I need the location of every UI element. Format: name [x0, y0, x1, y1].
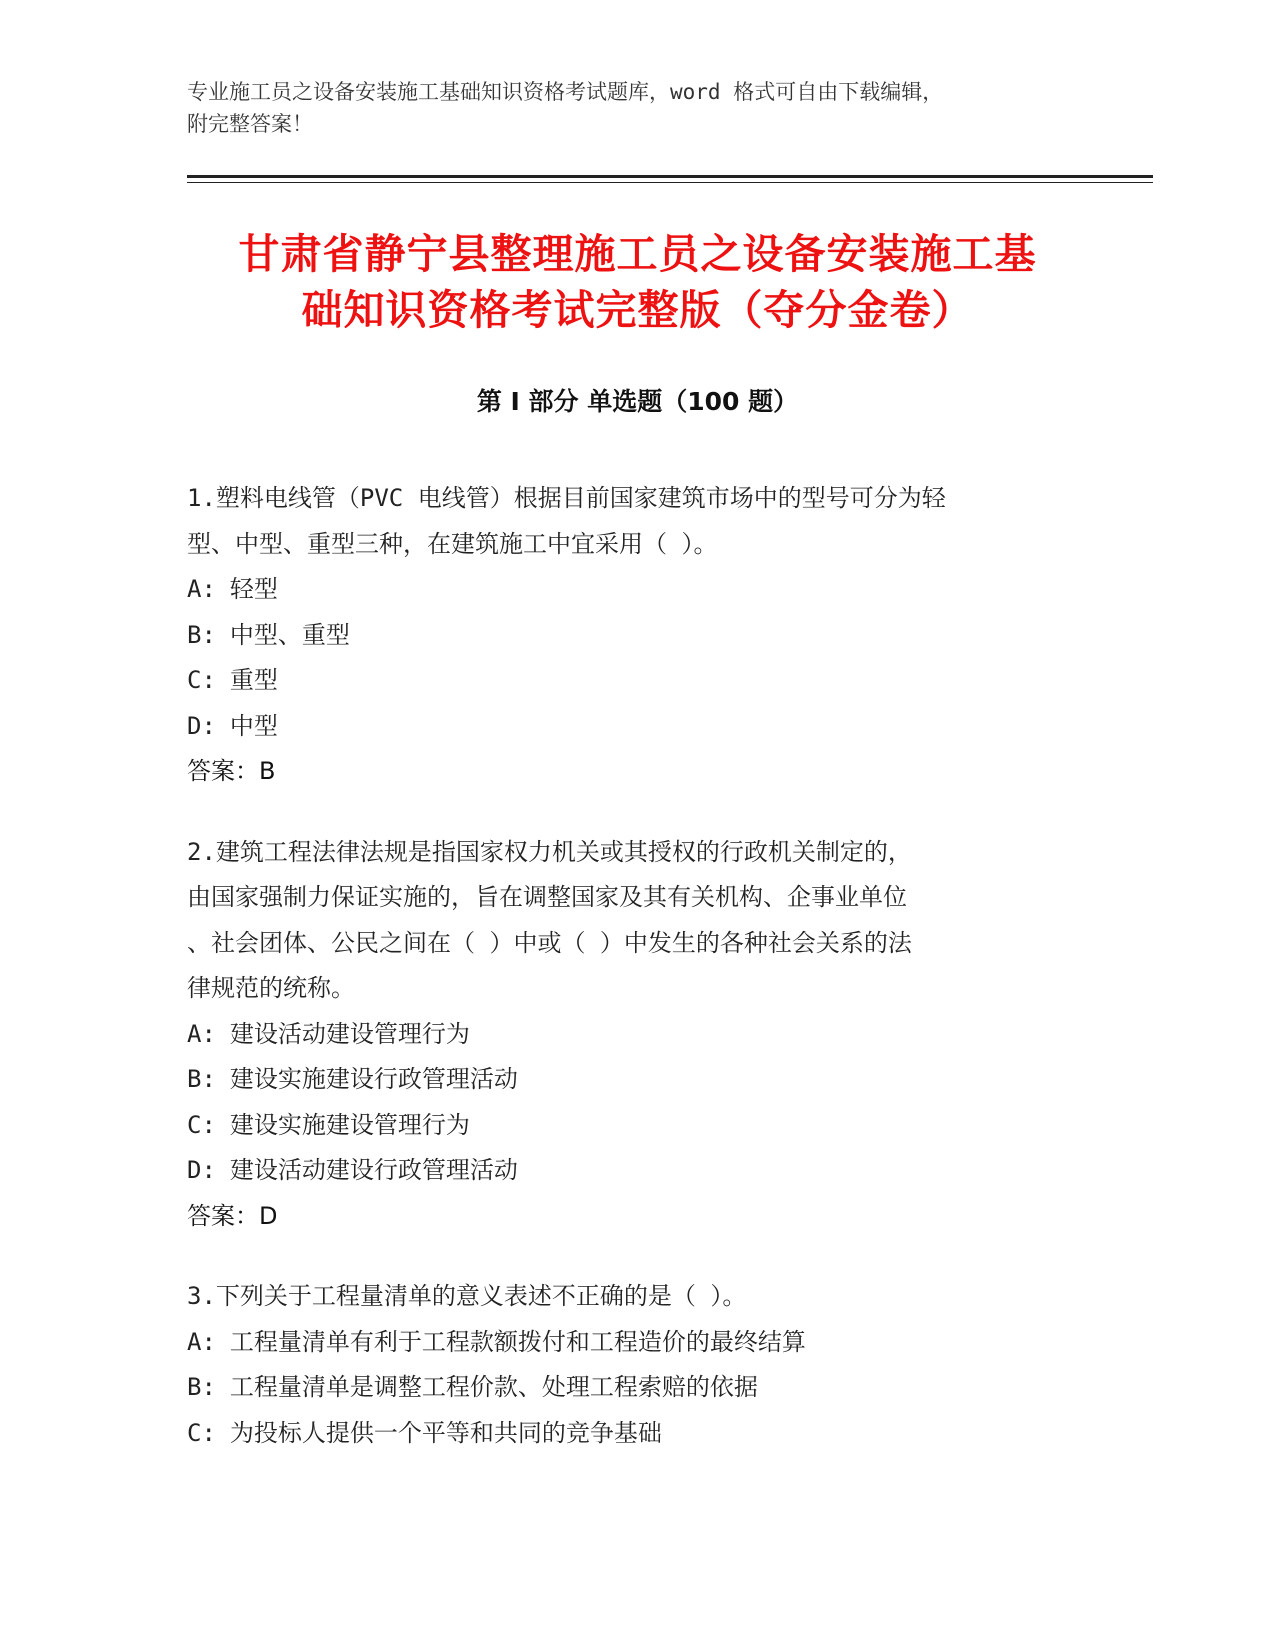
question-list — [187, 476, 1087, 1491]
option-c — [187, 1411, 1087, 1457]
option-label: A: — [187, 575, 216, 603]
option-label: A: — [187, 1327, 216, 1356]
option-c — [187, 1103, 1087, 1149]
document-title-line: 甘肃省静宁县整理施工员之设备安装施工基 — [238, 230, 1037, 278]
option-text: 工程量清单有利于工程款额拨付和工程造价的最终结算 — [229, 1327, 806, 1356]
option-label: A: — [187, 1019, 216, 1048]
option-text: 中型、重型 — [229, 620, 350, 649]
option-text: 建设活动建设行政管理活动 — [229, 1156, 518, 1184]
option-a — [187, 1320, 1087, 1366]
question-item — [187, 1274, 1087, 1456]
option-d — [187, 704, 1087, 750]
question-stem-line: 、社会团体、公民之间在（ ）中或（ ）中发生的各种社会关系的法 — [187, 928, 912, 957]
option-text: 轻型 — [229, 575, 278, 603]
option-text: 中型 — [229, 711, 278, 740]
question-stem-line: 2.建筑工程法律法规是指国家权力机关或其授权的行政机关制定的， — [187, 837, 912, 866]
option-text: 建设实施建设行政管理活动 — [229, 1065, 518, 1093]
question-item — [187, 830, 1087, 1240]
option-b — [187, 1365, 1087, 1411]
option-d — [187, 1148, 1087, 1194]
answer-line: 答案：B — [187, 757, 276, 785]
document-title — [150, 226, 1125, 338]
option-b — [187, 613, 1087, 659]
header-note — [187, 76, 1067, 140]
option-a — [187, 1012, 1087, 1058]
option-label: D: — [187, 711, 216, 740]
option-label: B: — [187, 1373, 216, 1401]
option-text: 为投标人提供一个平等和共同的竞争基础 — [229, 1418, 662, 1447]
question-stem-line: 律规范的统称。 — [187, 974, 355, 1002]
answer-line: 答案：D — [187, 1201, 278, 1230]
option-label: B: — [187, 620, 216, 649]
question-stem-line: 型、中型、重型三种，在建筑施工中宜采用（ ）。 — [187, 529, 718, 558]
option-text: 建设实施建设管理行为 — [229, 1110, 470, 1139]
option-a — [187, 567, 1087, 613]
option-text: 工程量清单是调整工程价款、处理工程索赔的依据 — [229, 1373, 758, 1401]
option-text: 重型 — [229, 666, 278, 694]
option-label: C: — [187, 1418, 216, 1447]
header-note-line: 专业施工员之设备安装施工基础知识资格考试题库，word 格式可自由下载编辑， — [187, 80, 944, 104]
option-text: 建设活动建设管理行为 — [229, 1019, 470, 1048]
section-title: 第 I 部分 单选题（100 题） — [476, 387, 799, 416]
question-stem-line: 1.塑料电线管（PVC 电线管）根据目前国家建筑市场中的型号可分为轻 — [187, 484, 946, 512]
option-label: C: — [187, 1110, 216, 1139]
header-divider-thick — [187, 175, 1153, 178]
option-b — [187, 1057, 1087, 1103]
option-c — [187, 658, 1087, 704]
option-label: B: — [187, 1065, 216, 1093]
question-stem-line: 3.下列关于工程量清单的意义表述不正确的是（ ）。 — [187, 1282, 747, 1310]
question-item — [187, 476, 1087, 795]
option-label: D: — [187, 1156, 216, 1184]
document-title-line: 础知识资格考试完整版（夺分金卷） — [301, 286, 974, 334]
option-label: C: — [187, 666, 216, 694]
header-note-line: 附完整答案！ — [187, 112, 313, 136]
header-divider-thin — [187, 182, 1153, 183]
question-stem-line: 由国家强制力保证实施的，旨在调整国家及其有关机构、企事业单位 — [187, 883, 907, 911]
